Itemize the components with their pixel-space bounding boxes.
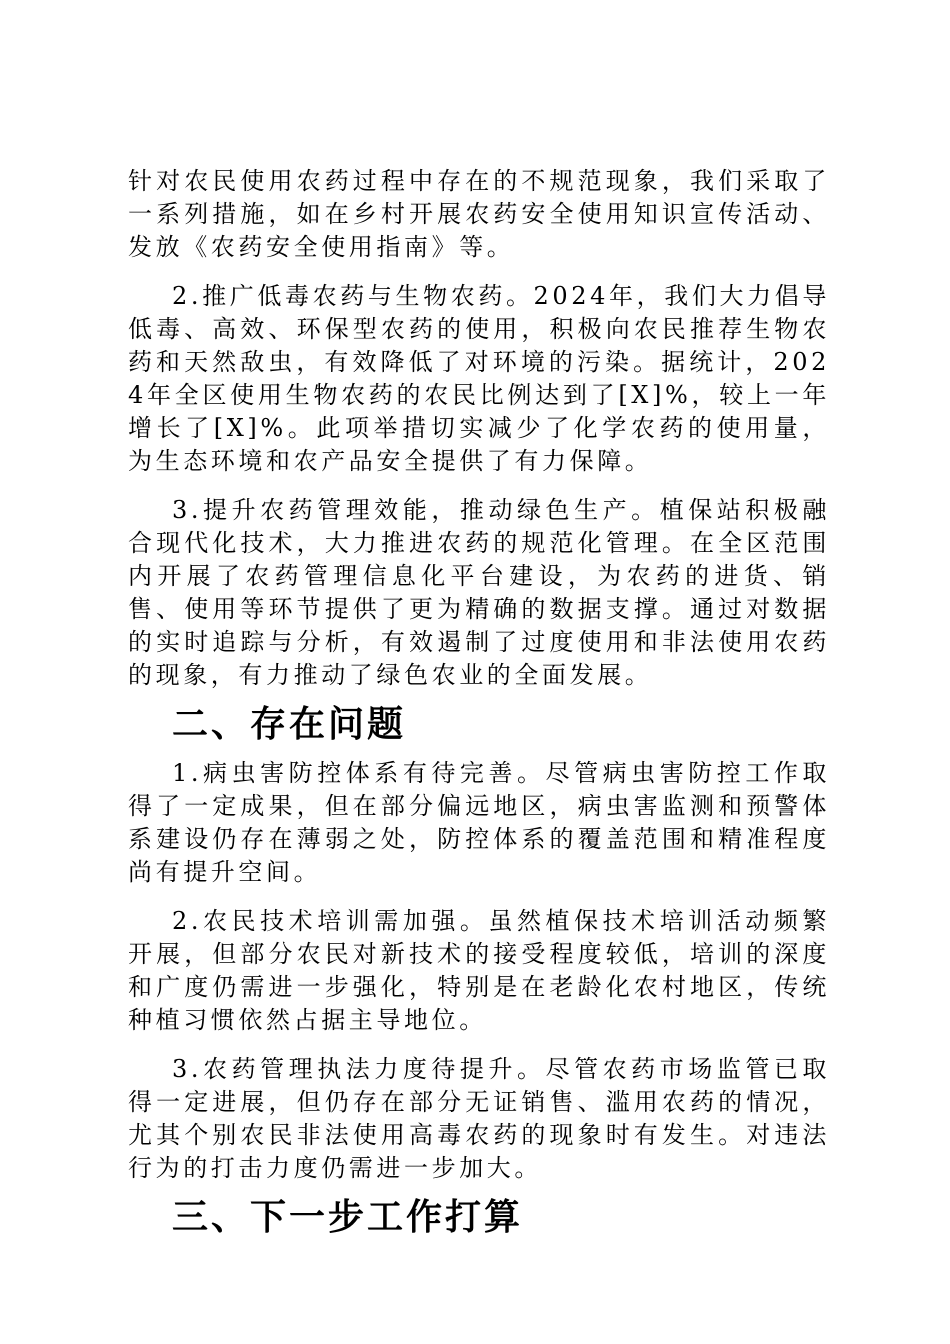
section-heading-next-steps: 三、下一步工作打算 <box>172 1197 524 1238</box>
paragraph-pesticide-safety-measures: 针对农民使用农药过程中存在的不规范现象，我们采取了一系列措施，如在乡村开展农药安全使用知识宣传活动、发放《农药安全使用指南》等。 <box>128 167 830 261</box>
document-body <box>128 165 830 1250</box>
paragraph-pest-control-system: 1.病虫害防控体系有待完善。尽管病虫害防控工作取得了一定成果，但在部分偏远地区，病虫害监测和预警体系建设仍存在薄弱之处，防控体系的覆盖范围和精准程度尚有提升空间。 <box>128 759 830 886</box>
paragraph-low-toxicity-pesticides: 2.推广低毒农药与生物农药。2024年，我们大力倡导低毒、高效、环保型农药的使用，积极向农民推荐生物农药和天然敌虫，有效降低了对环境的污染。据统计，2024年全区使用生物农药的农民比例达到了[X]%，较上一年增长了[X]%。此项举措切实减少了化学农药的使用量，为生态环境和农产品安全提供了有力保障。 <box>128 282 830 475</box>
paragraph-law-enforcement: 3.农药管理执法力度待提升。尽管农药市场监管已取得一定进展，但仍存在部分无证销售、滥用农药的情况，尤其个别农民非法使用高毒农药的现象时有发生。对违法行为的打击力度仍需进一步加大。 <box>128 1055 830 1182</box>
paragraph-farmer-training: 2.农民技术培训需加强。虽然植保技术培训活动频繁开展，但部分农民对新技术的接受程度较低，培训的深度和广度仍需进一步强化，特别是在老龄化农村地区，传统种植习惯依然占据主导地位。 <box>128 907 830 1034</box>
section-heading-existing-problems: 二、存在问题 <box>172 704 407 745</box>
paragraph-pesticide-management: 3.提升农药管理效能，推动绿色生产。植保站积极融合现代化技术，大力推进农药的规范化管理。在全区范围内开展了农药管理信息化平台建设，为农药的进货、销售、使用等环节提供了更为精确的数据支撑。通过对数据的实时追踪与分析，有效遏制了过度使用和非法使用农药的现象，有力推动了绿色农业的全面发展。 <box>128 496 830 689</box>
